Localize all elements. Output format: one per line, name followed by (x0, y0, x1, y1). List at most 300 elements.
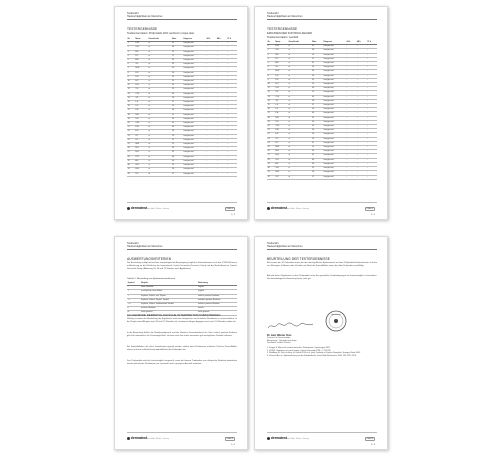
table-cell: - (227, 42, 237, 46)
table-cell: - (206, 75, 216, 79)
table-cell: - (227, 122, 237, 126)
table-cell: - (206, 134, 216, 138)
table-cell: 9 (267, 78, 275, 82)
column-header: Nr. (267, 41, 275, 45)
table-cell: - (227, 59, 237, 63)
accreditation-badge: DAkkS (366, 438, 374, 440)
table-cell: - (216, 46, 226, 50)
table-cell: 4 (267, 57, 275, 61)
table-cell: w (148, 80, 172, 84)
table-cell: 19 (267, 120, 275, 124)
control-table (267, 41, 377, 180)
table-cell: 47 (172, 138, 183, 142)
table-cell: hautgesund (323, 112, 346, 116)
table-cell: - (227, 75, 237, 79)
table-cell: R.T. (275, 57, 288, 61)
table-cell: P.H. (135, 109, 148, 113)
table-cell: w (288, 87, 312, 91)
table-cell: 26 (312, 133, 323, 137)
table-cell: - (346, 112, 356, 116)
table-cell: hautgesund (323, 83, 346, 87)
table-cell: + (127, 294, 141, 298)
table-cell: 16 (267, 108, 275, 112)
table-cell: - (367, 45, 377, 49)
table-cell: w (288, 62, 312, 66)
criteria-key-table (127, 282, 237, 316)
table-cell: 31 (267, 171, 275, 175)
column-header: Alter (312, 41, 323, 45)
table-cell: C.M. (275, 95, 288, 99)
table-cell: K.R. (135, 155, 148, 159)
table-cell: - (216, 164, 226, 168)
table-cell: - (367, 129, 377, 133)
table-cell: hautgesund (183, 92, 206, 96)
table-cell: - (356, 154, 366, 158)
table-cell: - (216, 80, 226, 84)
table-cell: w (148, 168, 172, 172)
assessment-paragraph-1: Bei keinem der 32 Probanden traten bei den durchgeführten Epikutantests mit dem Prüfprodukt Hautreaktionen in Form von Rötungen, Infiltraten oder Vesikeln auf. Auch die Kontrollfelder waren bei allen Probanden unauffällig. (267, 262, 377, 267)
table-cell: - (367, 146, 377, 150)
table-cell: - (216, 143, 226, 147)
table-cell: V.D. (135, 117, 148, 121)
table-cell: 49 (312, 70, 323, 74)
table-cell: - (367, 104, 377, 108)
table-cell: - (356, 137, 366, 141)
table-cell: - (227, 84, 237, 88)
table-cell: 9 (127, 75, 135, 79)
header-line-2: Hautverträglichkeit am Menschen (127, 15, 163, 18)
page-header (127, 12, 162, 18)
table-cell: fraglich (197, 290, 237, 294)
table-cell: A.B. (135, 59, 148, 63)
table-cell: w (148, 84, 172, 88)
column-header: Bedeutung (197, 282, 237, 286)
table-cell: - (227, 88, 237, 92)
table-cell: - (216, 159, 226, 163)
table-cell: - (216, 113, 226, 117)
table-cell: 60 (312, 129, 323, 133)
table-cell: H.M. (275, 171, 288, 175)
table-cell: 44 (312, 95, 323, 99)
table-cell: 26 (267, 150, 275, 154)
table-cell: - (346, 175, 356, 179)
table-cell: - (356, 83, 366, 87)
table-cell: J.K. (275, 99, 288, 103)
table-cell: hautgesund (323, 53, 346, 57)
table-cell: einfach positive Reaktion (197, 294, 237, 298)
table-cell: hautgesund (183, 59, 206, 63)
table-cell: - (227, 143, 237, 147)
table-cell: - (216, 71, 226, 75)
table-cell: E.K. (275, 133, 288, 137)
interpretation-title: ALLGEMEINE DERMATOLOGISCHE INTERPRETATIONSKRITERIEN (127, 313, 221, 317)
table-cell: H.P. (135, 80, 148, 84)
table-cell: 20 (267, 125, 275, 129)
table-cell: - (206, 80, 216, 84)
table-cell: - (216, 88, 226, 92)
table-cell: - (346, 116, 356, 120)
header-divider (127, 249, 237, 250)
table-cell: 40 (172, 159, 183, 163)
company-stamp (325, 310, 347, 332)
table-cell: S.T. (135, 134, 148, 138)
section-subtitle-2: Testkonzentration: Leerfeld (267, 35, 299, 39)
table-cell: irritative Reaktion (141, 307, 198, 311)
table-cell: w (148, 138, 172, 142)
table-cell: hautgesund (323, 162, 346, 166)
table-cell: - (356, 66, 366, 70)
table-cell: 13 (127, 92, 135, 96)
table-cell: - (206, 159, 216, 163)
table-cell: m (148, 143, 172, 147)
table-cell: 11 (127, 84, 135, 88)
table-cell: - (367, 62, 377, 66)
column-header: 48 h (356, 41, 366, 45)
table-cell: - (227, 164, 237, 168)
table-cell: 27 (172, 54, 183, 58)
table-cell: - (346, 45, 356, 49)
footer-address: Dermatest GmbH · Münster · Germany (283, 209, 309, 210)
table-cell: - (346, 70, 356, 74)
table-cell: w (288, 108, 312, 112)
table-cell: - (206, 96, 216, 100)
table-cell: w (148, 151, 172, 155)
table-cell: 58 (172, 96, 183, 100)
table-cell: - (367, 78, 377, 82)
table-cell: hautgesund (183, 151, 206, 155)
table-cell: - (346, 120, 356, 124)
table-cell: m (148, 126, 172, 130)
table-cell: - (227, 105, 237, 109)
table-cell: 13 (267, 95, 275, 99)
table-cell: 32 (127, 172, 135, 176)
table-cell: 16 (127, 105, 135, 109)
table-cell: - (367, 57, 377, 61)
table-cell: nicht getestet (141, 311, 198, 315)
table-cell: 61 (312, 62, 323, 66)
table-cell: 42 (172, 122, 183, 126)
header-divider (267, 19, 377, 20)
table-cell: 30 (267, 167, 275, 171)
table-cell: hautgesund (183, 122, 206, 126)
table-cell: - (227, 151, 237, 155)
table-cell: - (227, 63, 237, 67)
table-cell: w (148, 54, 172, 58)
table-cell: R.L. (135, 138, 148, 142)
table-cell: - (346, 66, 356, 70)
table-cell: ir (127, 307, 141, 311)
table-cell: - (216, 59, 226, 63)
header-line-1: Testbericht (127, 242, 139, 245)
table-cell: - (206, 59, 216, 63)
table-cell: w (288, 167, 312, 171)
table-cell: 18 (127, 113, 135, 117)
table-cell: - (356, 87, 366, 91)
table-cell: 28 (172, 168, 183, 172)
table-cell: hautgesund (323, 91, 346, 95)
table-cell: - (367, 112, 377, 116)
table-cell: - (356, 141, 366, 145)
table-cell: - (367, 137, 377, 141)
table-cell: - (216, 109, 226, 113)
table-cell: 45 (312, 45, 323, 49)
table-cell: hautgesund (183, 130, 206, 134)
table-cell: 29 (312, 91, 323, 95)
table-cell: - (346, 91, 356, 95)
table-cell: nur Erythem, kein Infiltrat (141, 290, 198, 294)
table-cell: S.H. (135, 46, 148, 50)
table-cell: Erythem, Infiltrat, konfluierende Vesikel (141, 303, 198, 307)
table-cell: hautgesund (183, 46, 206, 50)
table-cell: hautgesund (183, 172, 206, 176)
table-cell: w (288, 45, 312, 49)
table-cell: m (148, 50, 172, 54)
table-cell: - (356, 95, 366, 99)
table-cell: M.S. (275, 150, 288, 154)
table-cell: - (346, 74, 356, 78)
table-cell: K.S. (275, 74, 288, 78)
table-cell: - (216, 75, 226, 79)
signature (267, 322, 317, 330)
report-page-1 (114, 6, 248, 220)
table-cell: 17 (267, 112, 275, 116)
table-cell: - (227, 50, 237, 54)
table-cell: B.K. (135, 50, 148, 54)
table-cell: hautgesund (183, 101, 206, 105)
reference-item: 1. Fregert S: Manual of contact dermatitis. Munksgaard, Copenhagen 1981. (267, 347, 331, 349)
column-header: Alter (172, 38, 183, 42)
table-cell: - (356, 99, 366, 103)
table-cell: 4 (127, 54, 135, 58)
accreditation-badge: DAkkS (226, 438, 234, 440)
table-cell: N.B. (135, 113, 148, 117)
table-cell: irritativ (197, 307, 237, 311)
table-cell: hautgesund (323, 158, 346, 162)
table-cell: M.S. (135, 147, 148, 151)
table-cell: hautgesund (323, 154, 346, 158)
table-cell: G.N. (135, 164, 148, 168)
table-cell: hautgesund (323, 57, 346, 61)
dermatest-logo: dermatest (127, 436, 147, 440)
table-cell: - (346, 53, 356, 57)
table-cell: - (367, 74, 377, 78)
table-cell: 62 (172, 151, 183, 155)
page-header (127, 242, 162, 248)
table-cell: 22 (127, 130, 135, 134)
table-cell: 23 (127, 134, 135, 138)
table-cell: - (356, 175, 366, 179)
table-cell: L.S. (275, 104, 288, 108)
table-cell: A.F. (275, 162, 288, 166)
table-cell: m (288, 158, 312, 162)
table-cell: w (288, 171, 312, 175)
table-cell: hautgesund (323, 167, 346, 171)
table-cell: O.M. (275, 125, 288, 129)
table-cell: hautgesund (183, 80, 206, 84)
table-cell: E.M. (275, 45, 288, 49)
table-cell: w (148, 59, 172, 63)
criteria-paragraph: Die Beurteilung erfolgt anhand der morphologischen Ausprägung möglicher Hautreaktionen nach den ICDRG-Kriterien in Anlehnung an die Richtlinien der International Contact Dermatitis Research Group und der North American Contact Dermatitis Group (Ablesung 24, 48 und 72 Stunden nach Applikation). (127, 262, 237, 270)
table-cell: - (227, 147, 237, 151)
table-cell: H.M. (135, 168, 148, 172)
page-number: 6 / 6 (371, 444, 375, 446)
column-header: Diagnose (183, 38, 206, 42)
table-cell: 48 (312, 158, 323, 162)
table-cell: K.R. (275, 158, 288, 162)
table-cell: - (367, 53, 377, 57)
references-list (267, 347, 377, 357)
table-cell: w (148, 92, 172, 96)
signatory-details (267, 337, 327, 345)
table-cell: R.T. (135, 54, 148, 58)
table-cell: - (356, 78, 366, 82)
table-cell: J.K. (135, 96, 148, 100)
table-cell: - (206, 164, 216, 168)
table-cell: A.B. (275, 62, 288, 66)
table-cell: 10 (267, 83, 275, 87)
section-subtitle: Testkonzentration: Prüfprodukt 20% verdünnt in Aqua dest. (127, 32, 195, 35)
table-cell: - (346, 167, 356, 171)
table-cell: W.A. (275, 146, 288, 150)
table-cell: M.W. (135, 67, 148, 71)
table-cell: 58 (312, 99, 323, 103)
table-cell: - (206, 67, 216, 71)
table-cell: w (288, 49, 312, 53)
table-cell: - (227, 67, 237, 71)
column-header: 48 h (216, 38, 226, 42)
table-cell: m (148, 172, 172, 176)
table-cell: 2 (127, 46, 135, 50)
table-cell: - (227, 109, 237, 113)
table-cell: hautgesund (183, 113, 206, 117)
table-cell: 52 (312, 53, 323, 57)
table-cell: - (356, 108, 366, 112)
table-cell: - (346, 57, 356, 61)
table-cell: - (346, 137, 356, 141)
table-cell: hautgesund (183, 164, 206, 168)
table-cell: - (216, 168, 226, 172)
reference-item: 4. Schnuch A et al.: Epikutantestung mit der Standardreihe. Dtsch Med Wochenschr 2008; 133: 2071-2076. (267, 354, 357, 357)
table-cell: - (206, 54, 216, 58)
table-cell: - (206, 126, 216, 130)
header-line-1: Testbericht (267, 242, 279, 245)
table-cell: - (216, 130, 226, 134)
table-cell: m (288, 91, 312, 95)
table-cell: 26 (127, 147, 135, 151)
table-cell: w (288, 120, 312, 124)
table-cell: hautgesund (323, 120, 346, 124)
table-cell: w (148, 134, 172, 138)
table-cell: D.F. (275, 78, 288, 82)
table-cell: 34 (172, 147, 183, 151)
header-divider (127, 19, 237, 20)
table-cell: 29 (127, 159, 135, 163)
table-cell: m (288, 104, 312, 108)
table-cell: - (367, 108, 377, 112)
table-cell: 6 (267, 66, 275, 70)
table-cell: 63 (172, 84, 183, 88)
footer-address: Dermatest GmbH · Münster · Germany (143, 439, 169, 440)
table-cell: hautgesund (323, 116, 346, 120)
table-cell: 18 (267, 116, 275, 120)
table-cell: hautgesund (323, 99, 346, 103)
table-cell: - (216, 147, 226, 151)
table-cell: M.W. (275, 70, 288, 74)
table-cell: hautgesund (183, 159, 206, 163)
table-cell: - (367, 116, 377, 120)
table-cell: hautgesund (183, 67, 206, 71)
table-cell: m (288, 66, 312, 70)
table-cell: - (367, 158, 377, 162)
table-cell: 54 (312, 120, 323, 124)
table-cell: 47 (312, 141, 323, 145)
table-cell: 35 (312, 83, 323, 87)
report-page-2 (254, 6, 388, 220)
column-header: 72 h (367, 41, 377, 45)
table-cell: G.L. (135, 63, 148, 67)
table-cell: 55 (172, 143, 183, 147)
table-cell: F.W. (135, 126, 148, 130)
assessment-title: BEURTEILUNG DER TESTERGEBNISSE (267, 257, 330, 261)
table-cell: m (288, 53, 312, 57)
column-header: 24 h (346, 41, 356, 45)
table-cell: W.A. (135, 143, 148, 147)
table-cell: 53 (312, 167, 323, 171)
table-cell: - (367, 83, 377, 87)
table-cell: 15 (267, 104, 275, 108)
table-cell: - (216, 96, 226, 100)
table-cell: hautgesund (183, 84, 206, 88)
table-cell: hautgesund (183, 105, 206, 109)
page-number: 5 / 5 (231, 444, 235, 446)
table-cell: - (356, 74, 366, 78)
table-cell: - (227, 168, 237, 172)
table-cell: - (216, 151, 226, 155)
table-cell: S.P. (135, 172, 148, 176)
table-cell: w (288, 70, 312, 74)
table-cell: 63 (312, 87, 323, 91)
table-cell: +++ (127, 303, 141, 307)
table-cell: - (206, 147, 216, 151)
table-cell: hautgesund (323, 133, 346, 137)
table-cell: - (206, 71, 216, 75)
table-cell: 10 (127, 80, 135, 84)
table-cell: hautgesund (323, 78, 346, 82)
table-cell: w (288, 154, 312, 158)
table-cell: - (346, 129, 356, 133)
table-cell: - (346, 78, 356, 82)
table-cell: 37 (172, 101, 183, 105)
table-cell: - (227, 159, 237, 163)
table-cell: hautgesund (323, 125, 346, 129)
table-cell: 57 (312, 175, 323, 179)
page-header (267, 12, 302, 18)
table-cell: 60 (172, 126, 183, 130)
table-cell: U.N. (275, 87, 288, 91)
table-cell: - (227, 134, 237, 138)
table-cell: - (356, 146, 366, 150)
table-cell: - (206, 138, 216, 142)
table-cell: - (216, 172, 226, 176)
table-cell: - (227, 155, 237, 159)
table-cell: hautgesund (183, 155, 206, 159)
table-cell: w (288, 133, 312, 137)
table-cell: - (206, 109, 216, 113)
table-cell: - (346, 141, 356, 145)
column-header: Nr. (127, 38, 135, 42)
column-header: Name (135, 38, 148, 42)
table-cell: - (346, 108, 356, 112)
